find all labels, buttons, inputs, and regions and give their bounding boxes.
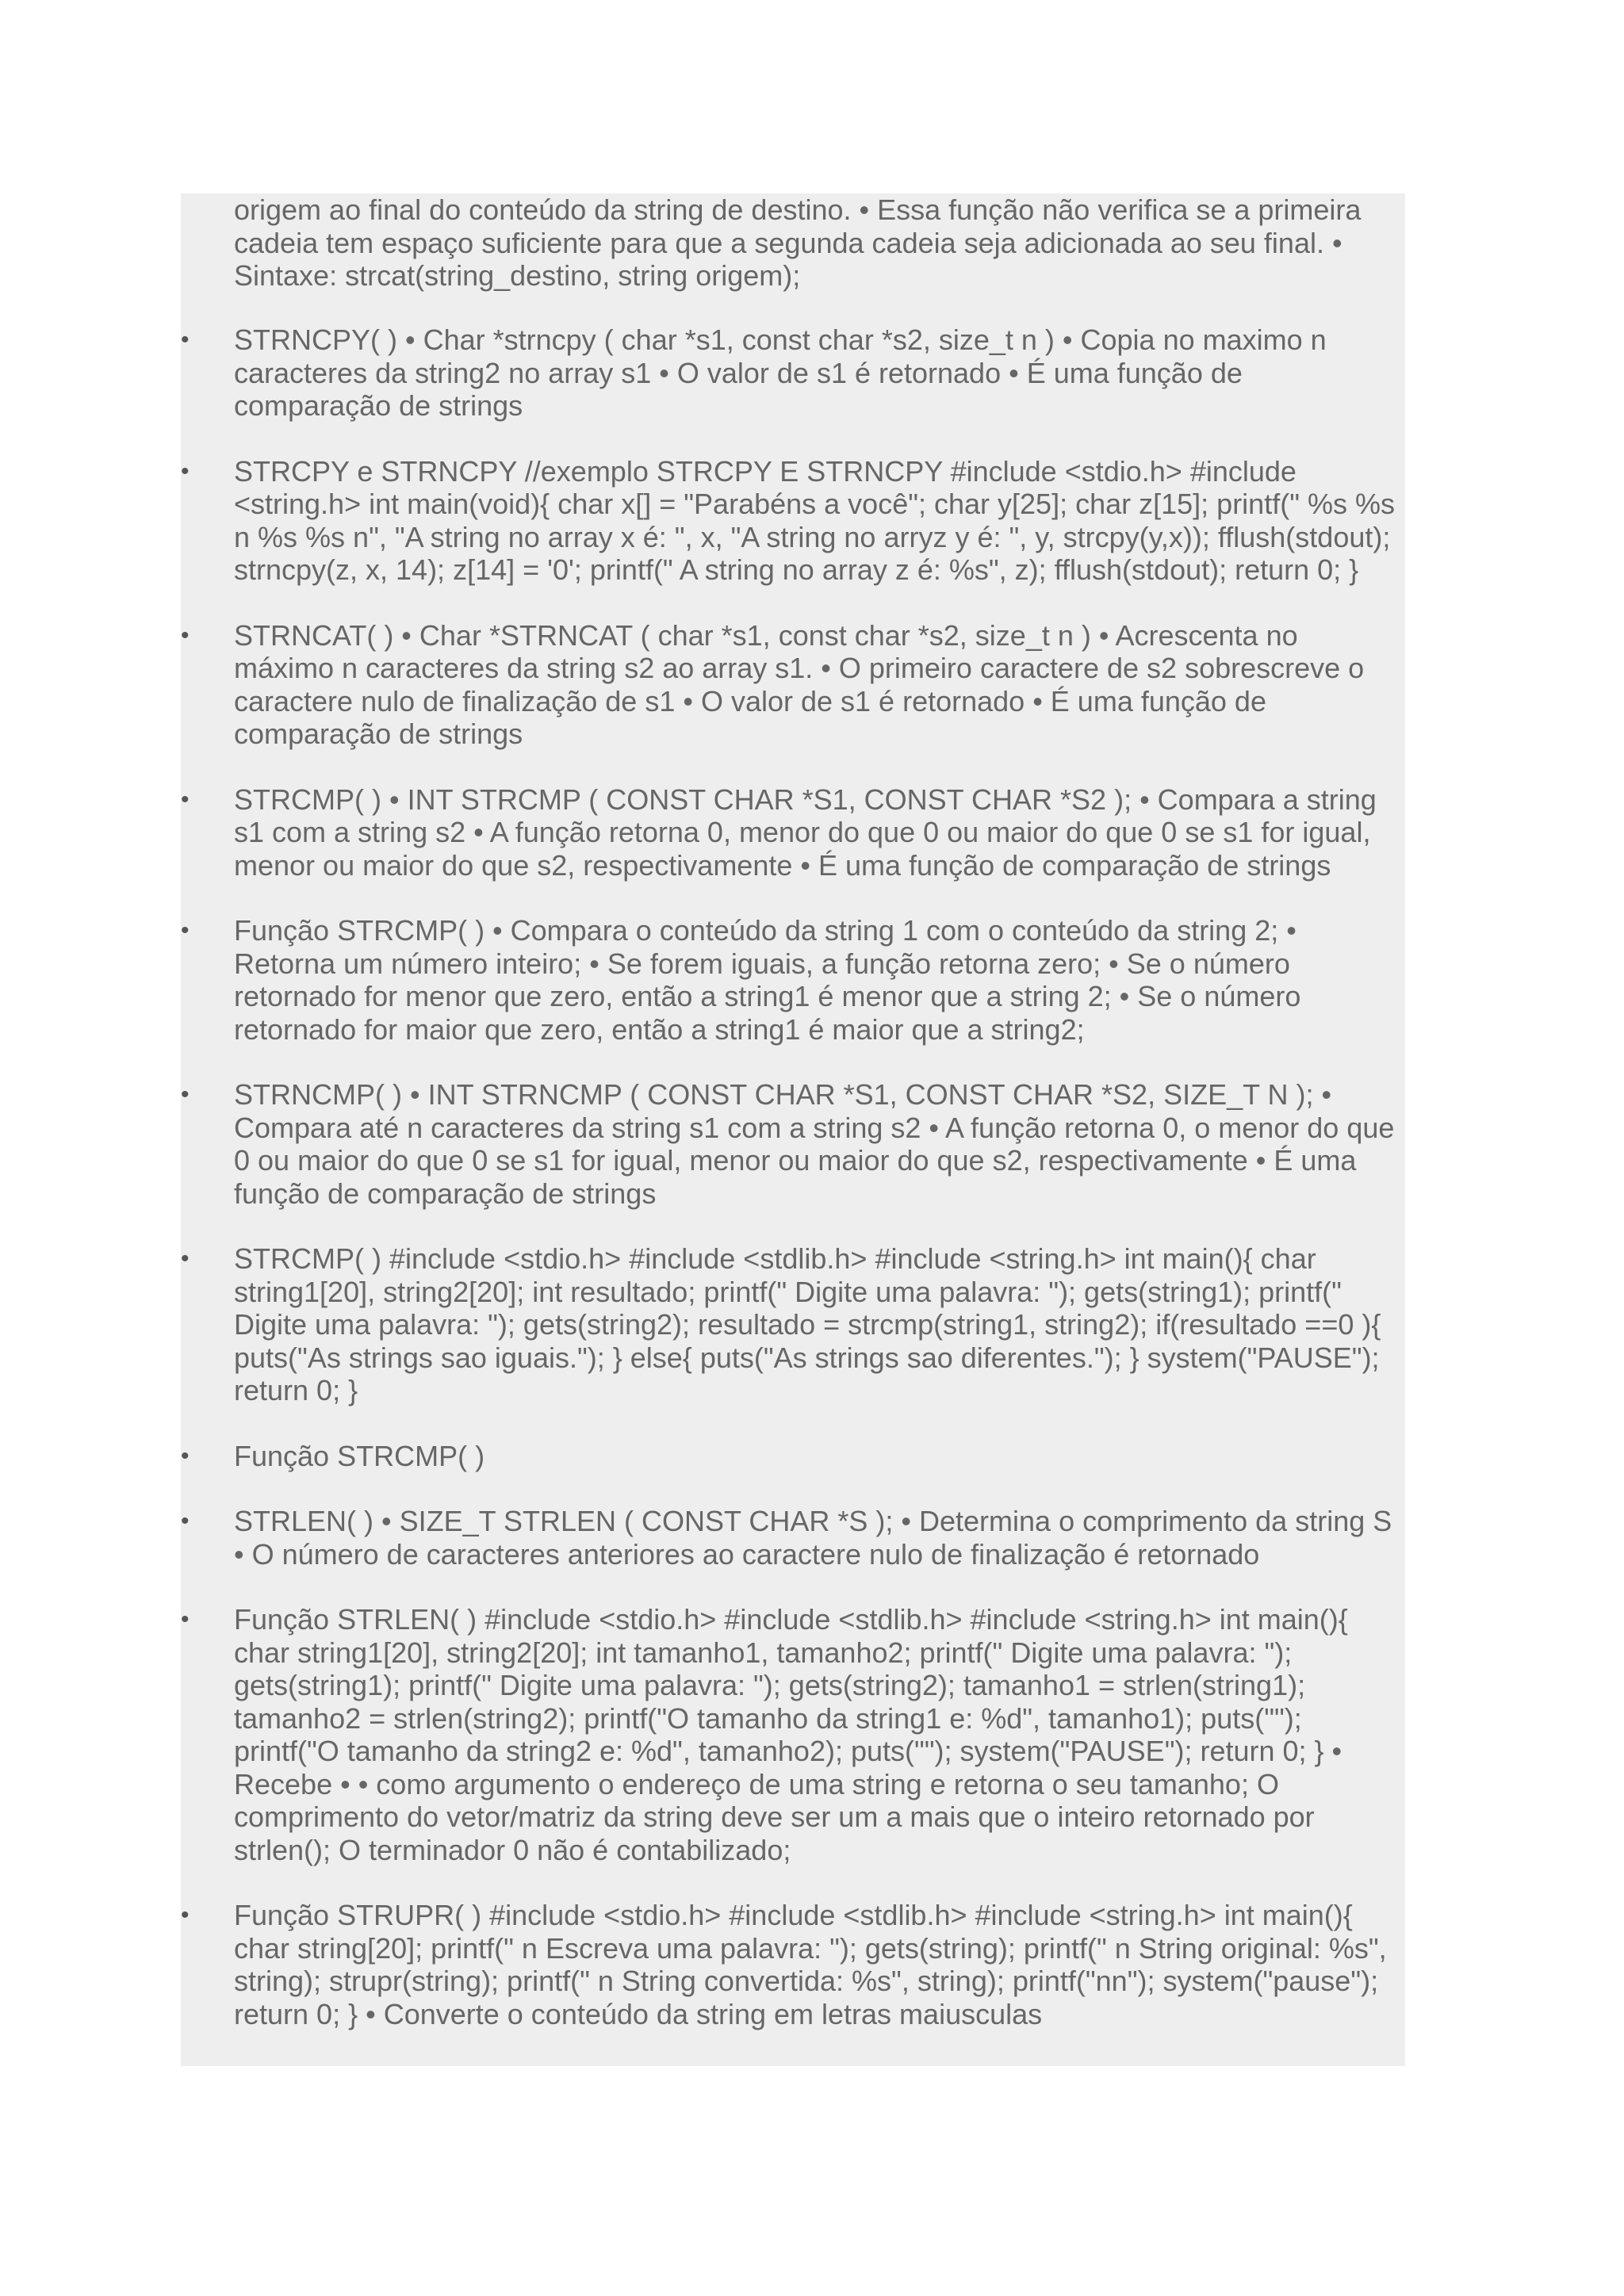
list-item [181,619,1405,751]
list-item-text: Função STRLEN( ) #include <stdio.h> #include <stdlib.h> #include <string.h> int main(){ char string1[20], string2[20]; int tamanho1, tamanho2; printf(" Digite uma palavra: "); gets(string1); printf(" Digite uma palavra: "); gets(string2); tamanho1 = strlen(string1); tamanho2 = strlen(string2); printf("O tamanho da string1 e: %d", tamanho1); puts(""); printf("O tamanho da string2 e: %d", tamanho2); puts(""); system("PAUSE"); return 0; } • Recebe • • como argumento o endereço de uma string e retorna o seu tamanho; O comprimento do vetor/matriz da string deve ser um a mais que o inteiro retornado por strlen(); O terminador 0 não é contabilizado; [234,1603,1348,1866]
list-item-text: Função STRUPR( ) #include <stdio.h> #include <stdlib.h> #include <string.h> int main(){ char string[20]; printf(" n Escreva uma palavra: "); gets(string); printf(" n String original: %s", string); strupr(string); printf(" n String convertida: %s", string); printf("nn"); system("pause"); return 0; } • Converte o conteúdo da string em letras maiusculas [234,1899,1387,2030]
list-item-text: STRLEN( ) • SIZE_T STRLEN ( CONST CHAR *S ); • Determina o comprimento da string S • O número de caracteres anteriores ao caractere nulo de finalização é retornado [234,1505,1392,1571]
list-item-text: STRCMP( ) #include <stdio.h> #include <stdlib.h> #include <string.h> int main(){ char string1[20], string2[20]; int resultado; printf(" Digite uma palavra: "); gets(string1); printf(" Digite uma palavra: "); gets(string2); resultado = strcmp(string1, string2); if(resultado ==0 ){ puts("As strings sao iguais."); } else{ puts("As strings sao diferentes."); } system("PAUSE"); return 0; } [234,1242,1381,1406]
list-item-text: STRNCPY( ) • Char *strncpy ( char *s1, const char *s2, size_t n ) • Copia no maximo n caracteres da string2 no array s1 • O valor de s1 é retornado • É uma função de comparação de strings [234,323,1327,422]
bullet-icon: • [181,1508,190,1534]
list-item [181,1505,1405,1571]
list-item-text: STRCMP( ) • INT STRCMP ( CONST CHAR *S1, CONST CHAR *S2 ); • Compara a string s1 com a string s2 • A função retorna 0, menor do que 0 ou maior do que 0 se s1 for igual, menor ou maior do que s2, respectivamente • É uma função de comparação de strings [234,783,1377,882]
list-item [181,323,1405,423]
list-item [181,1603,1405,1866]
intro-paragraph: origem ao final do conteúdo da string de destino. • Essa função não verifica se a primeira cadeia tem espaço suficiente para que a segunda cadeia seja adicionada ao seu final. • Sintaxe: strcat(string_destino, string origem); [234,193,1362,292]
list-item-text: STRNCMP( ) • INT STRNCMP ( CONST CHAR *S1, CONST CHAR *S2, SIZE_T N ); • Compara até n caracteres da string s1 com a string s2 • A função retorna 0, o menor do que 0 ou maior do que 0 se s1 for igual, menor ou maior do que s2, respectivamente • É uma função de comparação de strings [234,1078,1395,1210]
list-item [181,1899,1405,2030]
list-item [181,914,1405,1046]
list-item-text: STRCPY e STRNCPY //exemplo STRCPY E STRNCPY #include <stdio.h> #include <string.h> int main(void){ char x[] = "Parabéns a você"; char y[25]; char z[15]; printf(" %s %s n %s %s n", "A string no array x é: ", x, "A string no arryz y é: ", y, strcpy(y,x)); fflush(stdout); strncpy(z, x, 14); z[14] = '0'; printf(" A string no array z é: %s", z); fflush(stdout); return 0; } [234,454,1395,586]
list-item [181,455,1405,587]
bullet-icon: • [181,1442,190,1469]
bullet-icon: • [181,327,190,353]
bullet-icon: • [181,786,190,813]
list-item [181,1078,1405,1210]
bullet-icon: • [181,457,190,484]
bullet-icon: • [181,1902,190,1928]
list-item-text: Função STRCMP( ) [234,1439,485,1472]
bullet-icon: • [181,622,190,649]
list-item [181,1440,1405,1473]
list-item-text: STRNCAT( ) • Char *STRNCAT ( char *s1, const char *s2, size_t n ) • Acrescenta no máximo n caracteres da string s2 ao array s1. • O primeiro caractere de s2 sobrescreve o caractere nulo de finalização de s1 • O valor de s1 é retornado • É uma função de comparação de strings [234,618,1365,750]
list-item-text: Função STRCMP( ) • Compara o conteúdo da string 1 com o conteúdo da string 2; • Retorna um número inteiro; • Se forem iguais, a função retorna zero; • Se o número retornado for menor que zero, então a string1 é menor que a string 2; • Se o número retornado for maior que zero, então a string1 é maior que a string2; [234,914,1301,1046]
bullet-icon: • [181,1606,190,1632]
bullet-icon: • [181,1081,190,1108]
list-item [181,783,1405,882]
bullet-icon: • [181,917,190,943]
bullet-icon: • [181,1246,190,1272]
bullet-list [181,323,1405,2063]
list-item [181,1242,1405,1407]
